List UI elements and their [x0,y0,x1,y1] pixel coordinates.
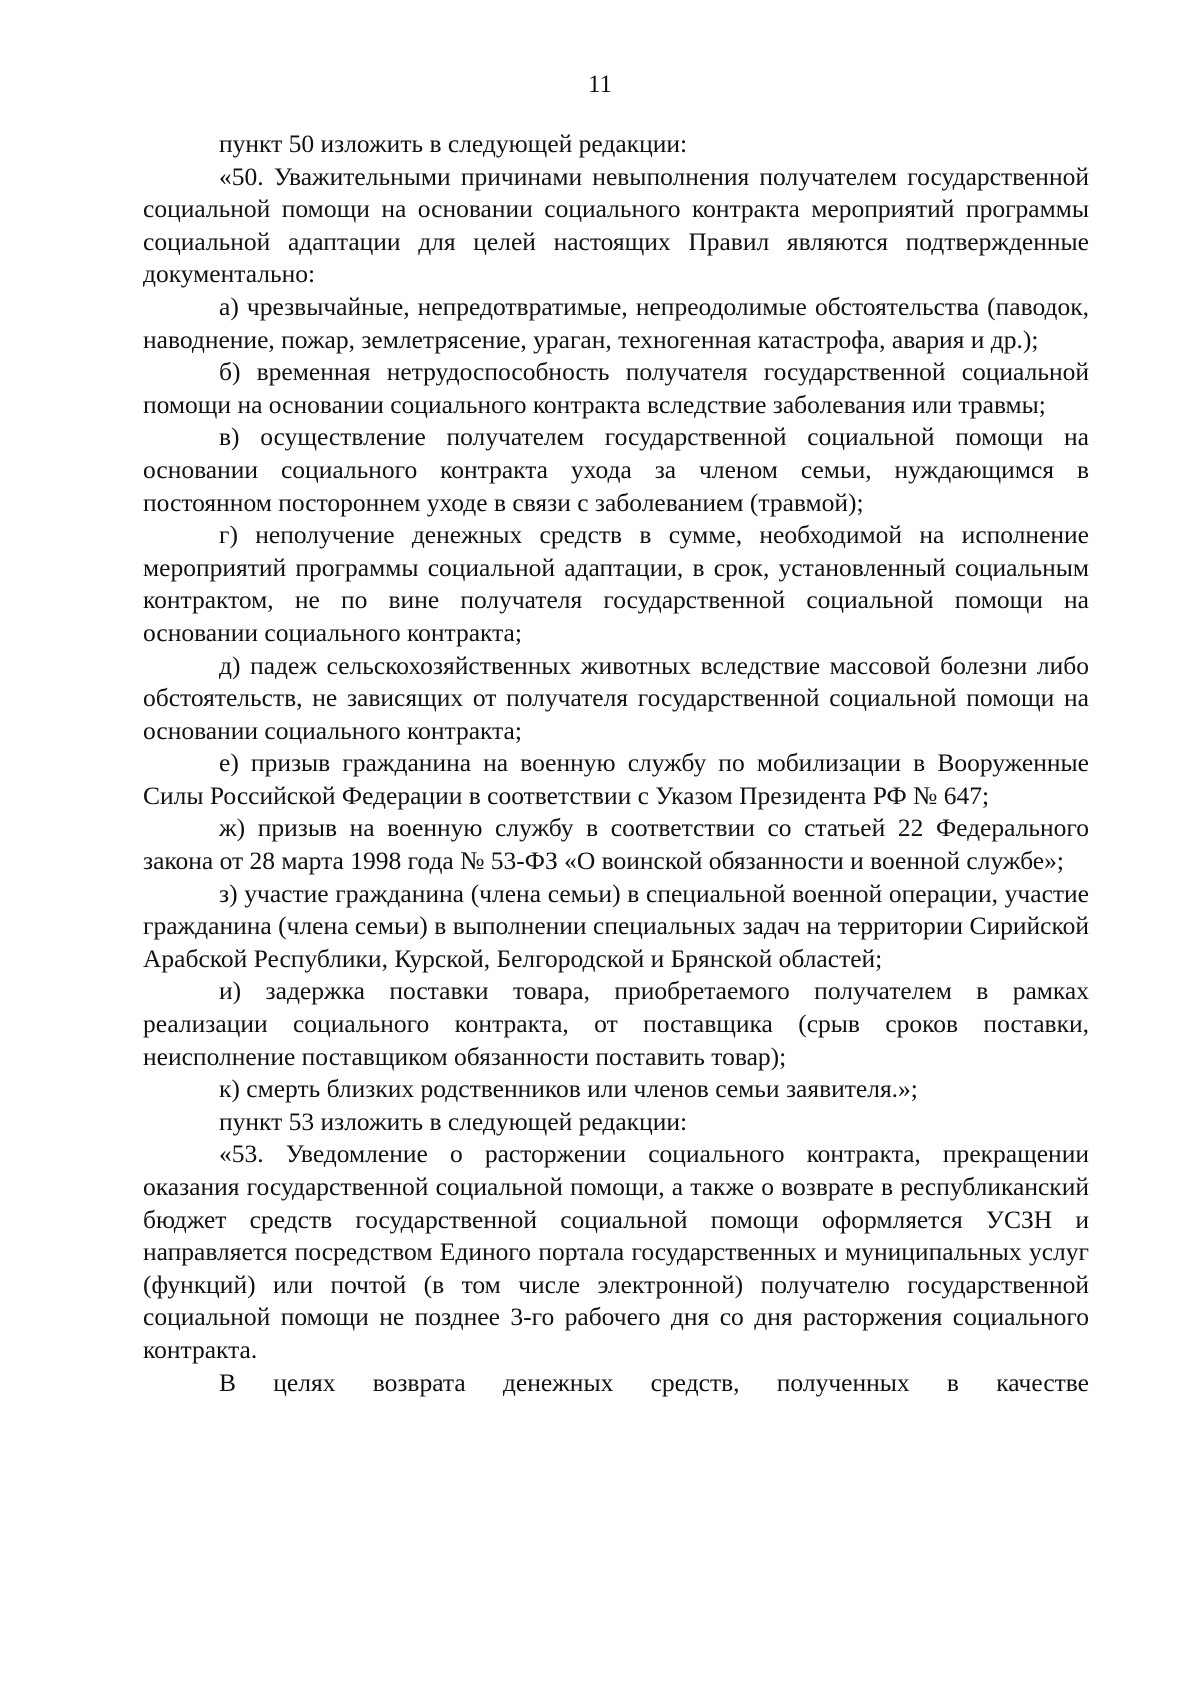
paragraph-p50-text: «50. Уважительными причинами невыполнения получателем государственной социальной помощи на основании социального контракта мероприятий программы социальной адаптации для целей настоящих Правил являются подтвержденные документально: [143,161,1089,289]
paragraph-item-b: б) временная нетрудоспособность получателя государственной социальной помощи на основании социального контракта вследствие заболевания или травмы; [143,357,1089,419]
paragraph-continued: В целях возврата денежных средств, полученных в качестве [219,1367,1089,1397]
paragraph-intro-p50: пункт 50 изложить в следующей редакции: [219,129,688,158]
paragraph-item-i: и) задержка поставки товара, приобретаемого получателем в рамках реализации социального контракта, от поставщика (срыв сроков поставки, неисполнение поставщиком обязанности поставить товар); [143,976,1089,1071]
paragraph-item-a: а) чрезвычайные, непредотвратимые, непреодолимые обстоятельства (паводок, наводнение, пожар, землетрясение, ураган, техногенная катастрофа, авария и др.); [143,291,1089,354]
paragraph-item-g: г) неполучение денежных средств в сумме, необходимой на исполнение мероприятий программы социальной адаптации, в срок, установленный социальным контрактом, не по вине получателя государственной социальной помощи на основании социального контракта; [143,520,1089,647]
paragraph-item-e: е) призыв гражданина на военную службу по мобилизации в Вооруженные Силы Российской Федерации в соответствии с Указом Президента РФ № 647; [143,748,1089,810]
paragraph-item-k: к) смерть близких родственников или членов семьи заявителя.»; [219,1074,918,1104]
paragraph-intro-p53: пункт 53 изложить в следующей редакции: [219,1106,688,1136]
paragraph-item-v: в) осуществление получателем государственной социальной помощи на основании социального контракта ухода за членом семьи, нуждающимся в постоянном постороннем уходе в связи с заболеванием (травмой); [143,422,1089,517]
page-number: 11 [587,71,613,98]
document-body [143,128,1089,1399]
paragraph-item-d: д) падеж сельскохозяйственных животных вследствие массовой болезни либо обстоятельств, не зависящих от получателя государственной социальной помощи на основании социального контракта; [143,650,1089,745]
paragraph-item-z: з) участие гражданина (члена семьи) в специальной военной операции, участие гражданина (члена семьи) в выполнении специальных задач на территории Сирийской Арабской Республики, Курской, Белгородской и Брянской областей; [143,878,1089,973]
paragraph-item-zh: ж) призыв на военную службу в соответствии со статьей 22 Федерального закона от 28 марта 1998 года № 53-ФЗ «О воинской обязанности и военной службе»; [143,813,1089,876]
paragraph-p53-text: «53. Уведомление о расторжении социального контракта, прекращении оказания государственной социальной помощи, а также о возврате в республиканский бюджет средств государственной социальной помощи оформляется УСЗН и направляется посредством Единого портала государственных и муниципальных услуг (функций) или почтой (в том числе электронной) получателю государственной социальной помощи не позднее 3-го рабочего дня со дня расторжения социального контракта. [143,1139,1089,1364]
